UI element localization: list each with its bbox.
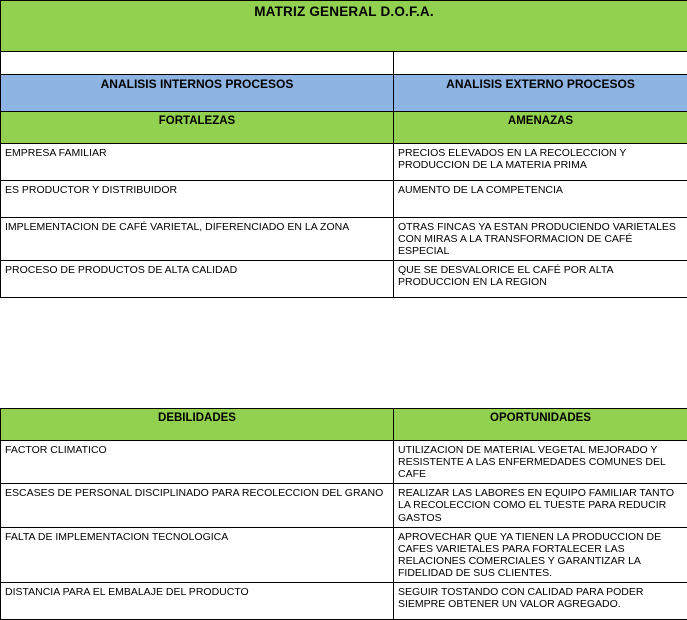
category-header-row-2 xyxy=(1,409,687,441)
fortalezas-item-2: ES PRODUCTOR Y DISTRIBUIDOR xyxy=(1,181,394,218)
category-header-row-1 xyxy=(1,112,687,144)
category-header-oportunidades: OPORTUNIDADES xyxy=(394,409,687,441)
fortalezas-item-1: EMPRESA FAMILIAR xyxy=(1,144,394,181)
amenazas-item-2: AUMENTO DE LA COMPETENCIA xyxy=(394,181,687,218)
dofa-spacer-table xyxy=(0,298,687,408)
debilidades-item-2: ESCASES DE PERSONAL DISCIPLINADO PARA RECOLECCION DEL GRANO xyxy=(1,484,394,527)
blank-gap-left xyxy=(0,298,393,408)
section-header-external: ANALISIS EXTERNO PROCESOS xyxy=(394,75,687,112)
oportunidades-item-3: APROVECHAR QUE YA TIENEN LA PRODUCCION DE CAFES VARIETALES PARA FORTALECER LAS RELACIONES COMERCIALES Y GARANTIZAR LA FIDELIDAD DE SUS CLIENTES. xyxy=(394,527,687,582)
spacer-right xyxy=(394,52,687,75)
title-row xyxy=(1,1,687,52)
oportunidades-item-1: UTILIZACION DE MATERIAL VEGETAL MEJORADO Y RESISTENTE A LAS ENFERMEDADES COMUNES DEL CAFE xyxy=(394,441,687,484)
section-header-internal: ANALISIS INTERNOS PROCESOS xyxy=(1,75,394,112)
blank-gap-row xyxy=(0,298,687,408)
oportunidades-item-2: REALIZAR LAS LABORES EN EQUIPO FAMILIAR TANTO LA RECOLECCION COMO EL TUESTE PARA REDUCIR GASTOS xyxy=(394,484,687,527)
amenazas-item-3: OTRAS FINCAS YA ESTAN PRODUCIENDO VARIETALES CON MIRAS A LA TRANSFORMACION DE CAFÉ ESPECIAL xyxy=(394,218,687,261)
fortalezas-item-4: PROCESO DE PRODUCTOS DE ALTA CALIDAD xyxy=(1,261,394,298)
section-header-row xyxy=(1,75,687,112)
table-row xyxy=(1,582,687,619)
table-row xyxy=(1,484,687,527)
dofa-top-table xyxy=(0,0,687,298)
category-header-amenazas: AMENAZAS xyxy=(394,112,687,144)
table-row xyxy=(1,144,687,181)
table-row xyxy=(1,527,687,582)
fortalezas-item-3: IMPLEMENTACION DE CAFÉ VARIETAL, DIFERENCIADO EN LA ZONA xyxy=(1,218,394,261)
debilidades-item-4: DISTANCIA PARA EL EMBALAJE DEL PRODUCTO xyxy=(1,582,394,619)
blank-gap-right xyxy=(393,298,687,408)
table-row xyxy=(1,261,687,298)
table-row xyxy=(1,218,687,261)
table-row xyxy=(1,181,687,218)
page-title: MATRIZ GENERAL D.O.F.A. xyxy=(1,1,687,52)
table-row xyxy=(1,441,687,484)
oportunidades-item-4: SEGUIR TOSTANDO CON CALIDAD PARA PODER SIEMPRE OBTENER UN VALOR AGREGADO. xyxy=(394,582,687,619)
category-header-fortalezas: FORTALEZAS xyxy=(1,112,394,144)
debilidades-item-3: FALTA DE IMPLEMENTACION TECNOLOGICA xyxy=(1,527,394,582)
debilidades-item-1: FACTOR CLIMATICO xyxy=(1,441,394,484)
category-header-debilidades: DEBILIDADES xyxy=(1,409,394,441)
dofa-bottom-table xyxy=(0,408,687,620)
amenazas-item-4: QUE SE DESVALORICE EL CAFÉ POR ALTA PRODUCCION EN LA REGION xyxy=(394,261,687,298)
amenazas-item-1: PRECIOS ELEVADOS EN LA RECOLECCION Y PRODUCCION DE LA MATERIA PRIMA xyxy=(394,144,687,181)
spacer-left xyxy=(1,52,394,75)
spacer-row xyxy=(1,52,687,75)
